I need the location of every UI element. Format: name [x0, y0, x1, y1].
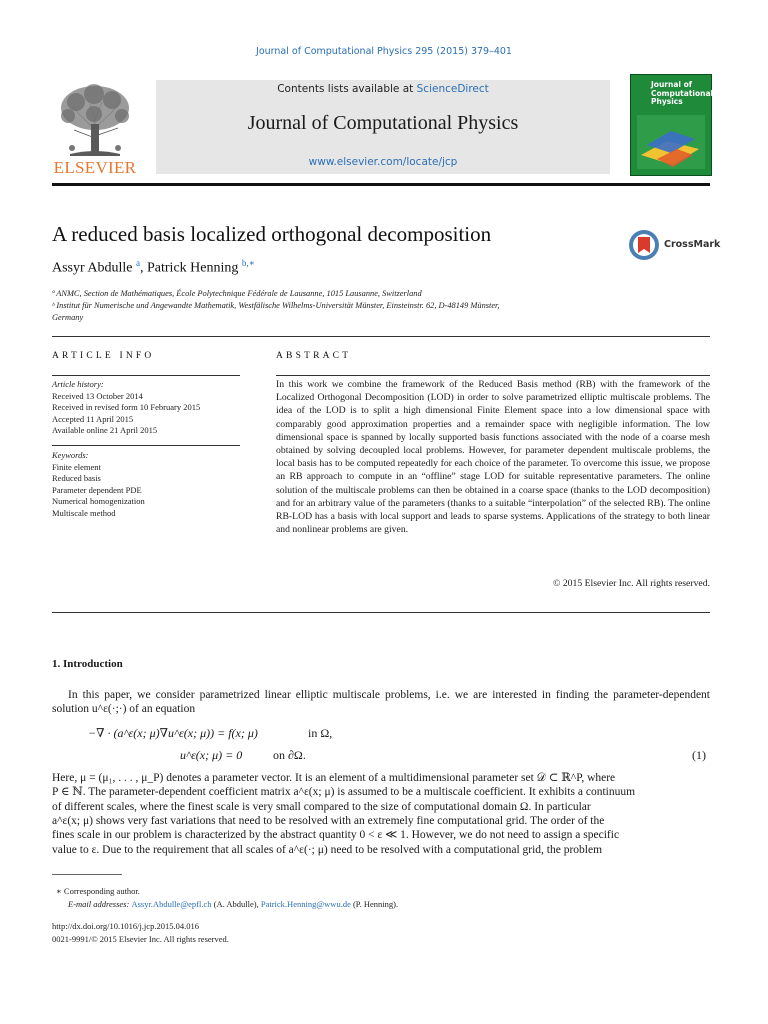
- keywords: [52, 450, 145, 520]
- equation-number: (1): [692, 748, 706, 762]
- equation-line-2-boundary: on ∂Ω.: [273, 748, 306, 762]
- intro-paragraph-2-line: P ∈ ℕ. The parameter-dependent coefficient matrix a^ε(x; μ) is assumed to be a multiscale coefficient. It exhibits a continuum: [52, 786, 636, 799]
- keyword-item: Numerical homogenization: [52, 496, 145, 507]
- cover-graphic-icon: [637, 115, 705, 169]
- affiliation-b: ᵇ Institut für Numerische und Angewandte Mathematik, Westfälische Wilhelms-Universität Münster, Einsteinstr. 62, D-48149 Münster,: [52, 301, 500, 310]
- email-henning-name: (P. Henning).: [350, 899, 399, 909]
- article-history: [52, 379, 200, 437]
- intro-paragraph-2-line: of different scales, where the finest scale is very small compared to the size of computational domain Ω. In particular: [52, 800, 591, 813]
- equation-line-2: u^ε(x; μ) = 0: [180, 748, 243, 762]
- journal-masthead: [156, 80, 610, 174]
- publisher-name: ELSEVIER: [53, 158, 137, 177]
- keyword-item: Multiscale method: [52, 507, 116, 518]
- journal-citation[interactable]: Journal of Computational Physics 295 (2015) 379–401: [256, 46, 512, 57]
- contents-prefix: Contents lists available at: [277, 83, 417, 95]
- email-label: E-mail addresses:: [68, 899, 132, 909]
- sciencedirect-link[interactable]: ScienceDirect: [416, 83, 489, 95]
- abstract-bottom-rule: [52, 612, 710, 613]
- author-henning[interactable]: Patrick Henning: [147, 260, 239, 276]
- header-rule: [52, 183, 710, 186]
- intro-paragraph-2-line: Here, μ = (μ₁, . . . , μ_P) denotes a parameter vector. It is an element of a multidimensional parameter set 𝒟 ⊂ ℝ^P, where: [52, 772, 616, 784]
- abstract-copyright: © 2015 Elsevier Inc. All rights reserved.: [553, 578, 710, 589]
- cover-title: Journal of Computational Physics: [651, 80, 714, 106]
- abstract-text: In this work we combine the framework of the Reduced Basis method (RB) with the framework of the Localized Orthogonal Decomposition (LOD) in order to solve parametrized elliptic multiscale problems. The idea of the LOD is to split a high dimensional Finite Element space into a low dimensional space with comparably good approximation properties and a remainder space with negligible information. The low dimensional space is spanned by locally supported basis functions associated with the node of a coarse mesh obtained by solving decoupled local problems. However, for parameter dependent multiscale problems, the local basis has to be computed repeatedly for each choice of the parameter. To overcome this issue, we propose an RB approach to compute in an “offline” stage LOD for suitable representative parameters. The online solution of the multiscale problems can then be obtained in a coarse space (thanks to the LOD decomposition) and for an arbitrary value of the parameters (thanks to a suitable “interpolation” of the selected RB). The online RB-LOD has a basis with local support and leads to sparse systems. Applications of the strategy to both linear and nonlinear problems are given.: [276, 379, 710, 536]
- journal-cover-image[interactable]: [630, 74, 712, 176]
- intro-paragraph-2-line: fines scale in our problem is characterized by the abstract quantity 0 < ε ≪ 1. However, we do not need to assign a specific: [52, 829, 620, 842]
- footnote-corresponding: ∗ Corresponding author.: [56, 886, 140, 896]
- info-rule-2: [52, 445, 240, 446]
- history-label: Article history:: [52, 379, 104, 389]
- history-online: Available online 21 April 2015: [52, 425, 158, 436]
- affiliation-marker-a[interactable]: a: [136, 258, 140, 268]
- info-top-rule: [52, 336, 710, 337]
- keyword-item: Finite element: [52, 461, 101, 472]
- author-abdulle[interactable]: Assyr Abdulle: [52, 260, 133, 276]
- equation-line-1-domain: in Ω,: [308, 726, 333, 740]
- doi-link[interactable]: http://dx.doi.org/10.1016/j.jcp.2015.04.016: [52, 921, 199, 931]
- keyword-item: Reduced basis: [52, 473, 101, 484]
- author-list: Assyr Abdulle $^a$, Patrick Henning $^{b,∗}$: [52, 258, 255, 276]
- email-henning-link[interactable]: Patrick.Henning@wwu.de: [260, 899, 351, 909]
- history-received: Received 13 October 2014: [52, 390, 143, 401]
- keyword-item: Parameter dependent PDE: [52, 484, 142, 495]
- affiliation-marker-b[interactable]: b,∗: [241, 258, 255, 268]
- abstract-heading: ABSTRACT: [276, 351, 352, 361]
- intro-paragraph-2-line: value to ε. Due to the requirement that all scales of a^ε(·; μ) need to be resolved with a computational grid, the problem: [52, 843, 603, 856]
- intro-paragraph-2-line: a^ε(x; μ) shows very fast variations that need to be resolved with an extremely fine computational grid. The order of the: [52, 814, 605, 827]
- journal-url-link[interactable]: www.elsevier.com/locate/jcp: [308, 156, 458, 168]
- abstract-rule: [276, 375, 710, 376]
- equation-line-1: −∇ · (a^ε(x; μ)∇u^ε(x; μ)) = f(x; μ): [88, 726, 258, 740]
- footnote-emails: [68, 899, 398, 909]
- intro-paragraph-1: In this paper, we consider parametrized linear elliptic multiscale problems, i.e. we are interested in finding the parameter-dependent solution u^ε(·;·) of an equation: [52, 689, 710, 716]
- article-title: A reduced basis localized orthogonal decomposition: [52, 222, 492, 246]
- article-info-heading: ARTICLE INFO: [52, 351, 155, 361]
- email-abdulle-name: (A. Abdulle),: [211, 899, 261, 909]
- history-accepted: Accepted 11 April 2015: [52, 413, 134, 424]
- footnote-rule: [52, 874, 122, 875]
- issn-copyright: 0021-9991/© 2015 Elsevier Inc. All rights reserved.: [52, 934, 229, 944]
- affiliation-a: ª ANMC, Section de Mathématiques, École Polytechnique Fédérale de Lausanne, 1015 Lausanne, Switzerland: [52, 289, 422, 298]
- contents-line: [156, 83, 610, 95]
- crossmark-label[interactable]: CrossMark: [664, 239, 721, 250]
- journal-title: Journal of Computational Physics: [247, 112, 519, 134]
- info-rule-1: [52, 375, 240, 376]
- history-revised: Received in revised form 10 February 2015: [52, 402, 201, 413]
- affiliation-b-cont: Germany: [52, 312, 84, 322]
- keywords-label: Keywords:: [52, 450, 89, 460]
- email-abdulle-link[interactable]: Assyr.Abdulle@epfl.ch: [131, 899, 212, 909]
- section-heading-introduction: 1. Introduction: [52, 658, 123, 670]
